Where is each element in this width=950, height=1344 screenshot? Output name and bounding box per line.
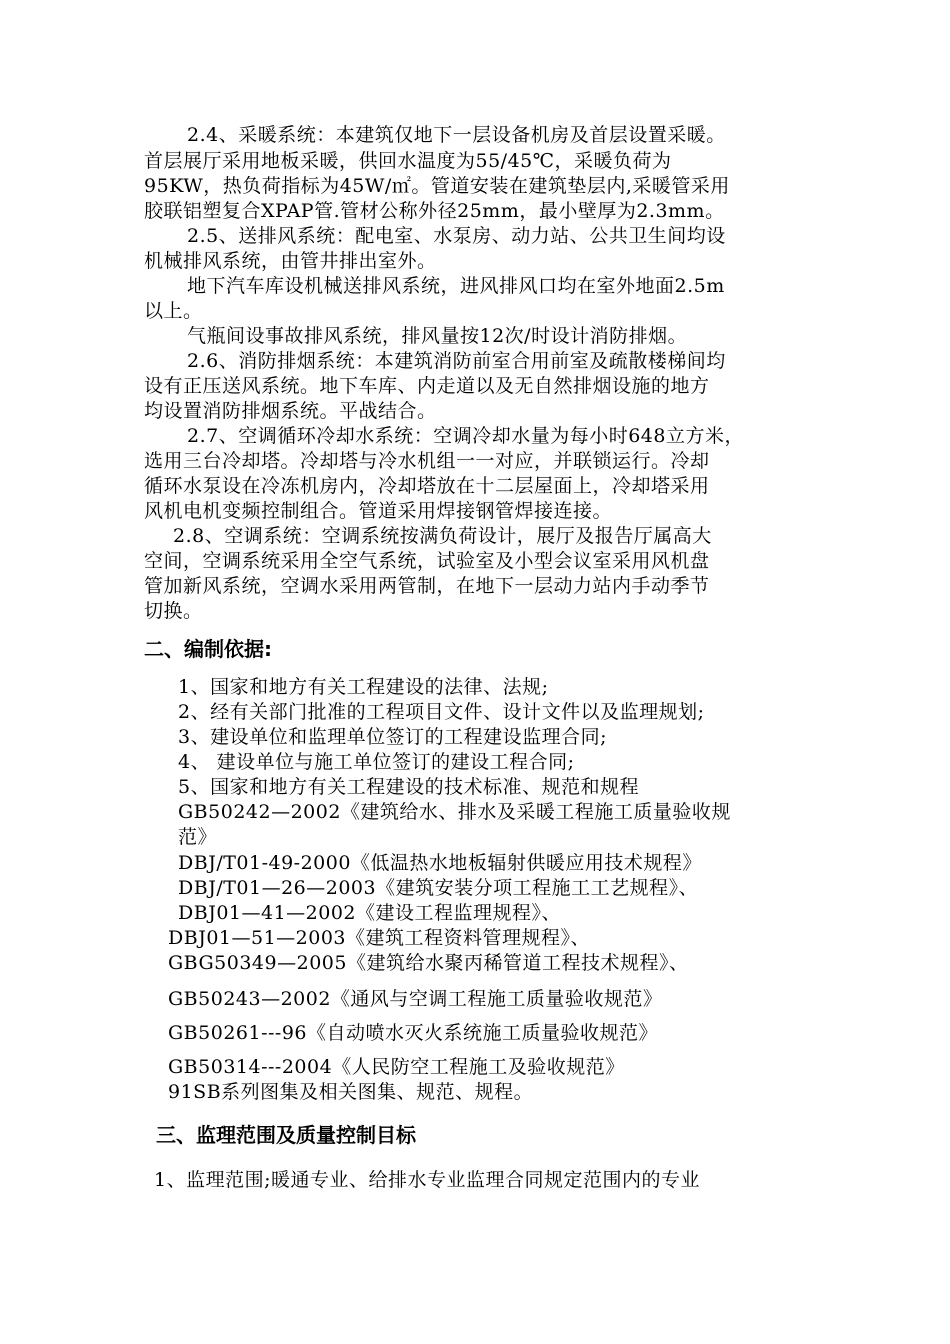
basis-line: DBJ/T01-49-2000《低温热水地板辐射供暖应用技术规程》: [178, 852, 702, 874]
paragraph-line: 2.7、空调循环冷却水系统：空调冷却水量为每小时648立方米，: [187, 425, 744, 447]
paragraph-line: 2.5、送排风系统：配电室、水泵房、动力站、公共卫生间均设: [187, 225, 726, 247]
paragraph-line: 2.4、采暖系统：本建筑仅地下一层设备机房及首层设置采暖。: [187, 124, 726, 146]
basis-line: 3、建设单位和监理单位签订的工程建设监理合同;: [178, 726, 607, 748]
paragraph-line: 选用三台冷却塔。冷却塔与冷水机组一一对应，并联锁运行。冷却: [144, 450, 710, 472]
basis-line: 2、经有关部门批准的工程项目文件、设计文件以及监理规划;: [178, 701, 705, 723]
paragraph-line: 以上。: [144, 300, 203, 322]
paragraph-line: 管加新风系统，空调水采用两管制，在地下一层动力站内手动季节: [144, 575, 710, 597]
basis-line: 1、国家和地方有关工程建设的法律、法规;: [178, 676, 549, 698]
basis-line: 5、国家和地方有关工程建设的技术标准、规范和规程: [178, 776, 640, 798]
section-heading-scope: 三、监理范围及质量控制目标: [156, 1123, 416, 1147]
basis-line: 91SB系列图集及相关图集、规范、规程。: [168, 1081, 534, 1103]
paragraph-line: 切换。: [144, 600, 203, 622]
basis-line: DBJ/T01—26—2003《建筑安装分项工程施工工艺规程》、: [178, 877, 699, 899]
basis-line: GB50242—2002《建筑给水、排水及采暖工程施工质量验收规: [178, 801, 731, 823]
paragraph-line: 地下汽车库设机械送排风系统，进风排风口均在室外地面2.5m: [187, 275, 725, 297]
paragraph-line: 机械排风系统，由管井排出室外。: [144, 250, 437, 272]
basis-line: GB50261---96《自动喷水灭火系统施工质量验收规范》: [168, 1022, 659, 1044]
scope-line: 1、监理范围;暖通专业、给排水专业监理合同规定范围内的专业: [154, 1169, 700, 1191]
paragraph-line: 循环水泵设在冷冻机房内，冷却塔放在十二层屋面上，冷却塔采用: [144, 475, 710, 497]
basis-line: DBJ01—51—2003《建筑工程资料管理规程》、: [168, 927, 591, 949]
paragraph-line: 95KW，热负荷指标为45W/㎡。管道安装在建筑垫层内,采暖管采用: [144, 175, 730, 197]
paragraph-line: 风机电机变频控制组合。管道采用焊接钢管焊接连接。: [144, 500, 613, 522]
paragraph-line: 气瓶间设事故排风系统，排风量按12次/时设计消防排烟。: [187, 325, 688, 347]
basis-line: DBJ01—41—2002《建设工程监理规程》、: [178, 902, 562, 924]
paragraph-line: 胶联铝塑复合XPAP管.管材公称外径25mm，最小壁厚为2.3mm。: [144, 200, 725, 222]
paragraph-line: 2.6、消防排烟系统：本建筑消防前室合用前室及疏散楼梯间均: [187, 350, 726, 372]
basis-line: GB50243—2002《通风与空调工程施工质量验收规范》: [168, 988, 663, 1010]
basis-line: GB50314---2004《人民防空工程施工及验收规范》: [168, 1056, 625, 1078]
section-heading-basis: 二、编制依据:: [144, 637, 272, 661]
paragraph-line: 首层展厅采用地板采暖，供回水温度为55/45℃，采暖负荷为: [144, 150, 672, 172]
paragraph-line: 均设置消防排烟系统。平战结合。: [144, 400, 437, 422]
basis-line: GBG50349—2005《建筑给水聚丙稀管道工程技术规程》、: [168, 952, 689, 974]
paragraph-line: 空间，空调系统采用全空气系统，试验室及小型会议室采用风机盘: [144, 550, 710, 572]
basis-line: 4、 建设单位与施工单位签订的建设工程合同;: [178, 751, 575, 773]
paragraph-line: 设有正压送风系统。地下车库、内走道以及无自然排烟设施的地方: [144, 375, 710, 397]
paragraph-line: 2.8、空调系统：空调系统按满负荷设计，展厅及报告厅属高大: [173, 525, 712, 547]
basis-line: 范》: [178, 826, 218, 848]
